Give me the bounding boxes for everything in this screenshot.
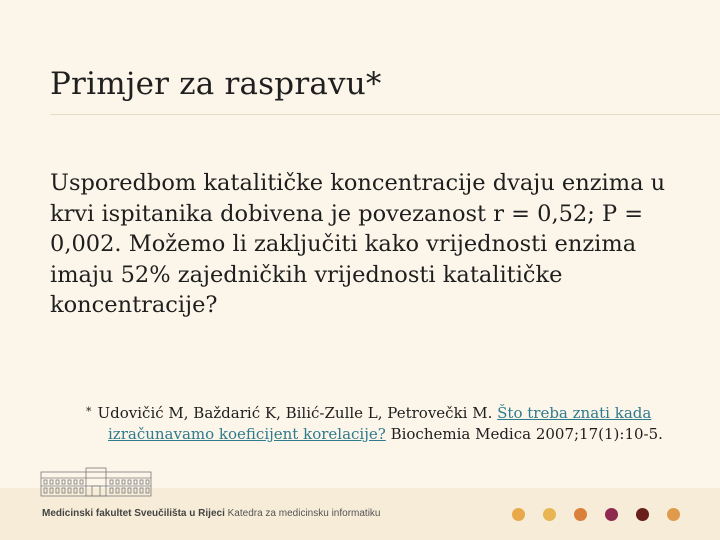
- faculty-building-logo-icon: [40, 466, 152, 498]
- slide-body-text: Usporedbom katalitičke koncentracije dvaju enzima u krvi ispitanika dobivena je povezanost r = 0,52; P = 0,002. Možemo li zaključiti kako vrijednosti enzima imaju 52% zajedničkih vrijednosti katalitičke koncentracije?: [50, 170, 666, 318]
- decor-dot: [543, 508, 556, 521]
- footnote-marker: *: [86, 405, 92, 418]
- reference-citation: Biochemia Medica 2007;17(1):10-5.: [390, 425, 663, 443]
- decor-dot: [667, 508, 680, 521]
- decor-dot: [574, 508, 587, 521]
- footer-institution: Medicinski fakultet Sveučilišta u Rijeci: [42, 508, 225, 519]
- reference-link-part2[interactable]: izračunavamo koeficijent korelacije?: [108, 425, 386, 443]
- reference-footnote: [86, 401, 706, 445]
- slide-title: Primjer za raspravu*: [50, 66, 382, 102]
- reference-link-part1[interactable]: Što treba znati kada: [497, 404, 652, 422]
- footer-department: Katedra za medicinsku informatiku: [227, 508, 381, 519]
- decor-dot: [636, 508, 649, 521]
- decor-dot: [512, 508, 525, 521]
- title-divider: [50, 114, 720, 115]
- reference-authors: Udovičić M, Baždarić K, Bilić-Zulle L, Petrovečki M.: [97, 404, 493, 422]
- decor-dot: [605, 508, 618, 521]
- footer-caption: [42, 508, 380, 519]
